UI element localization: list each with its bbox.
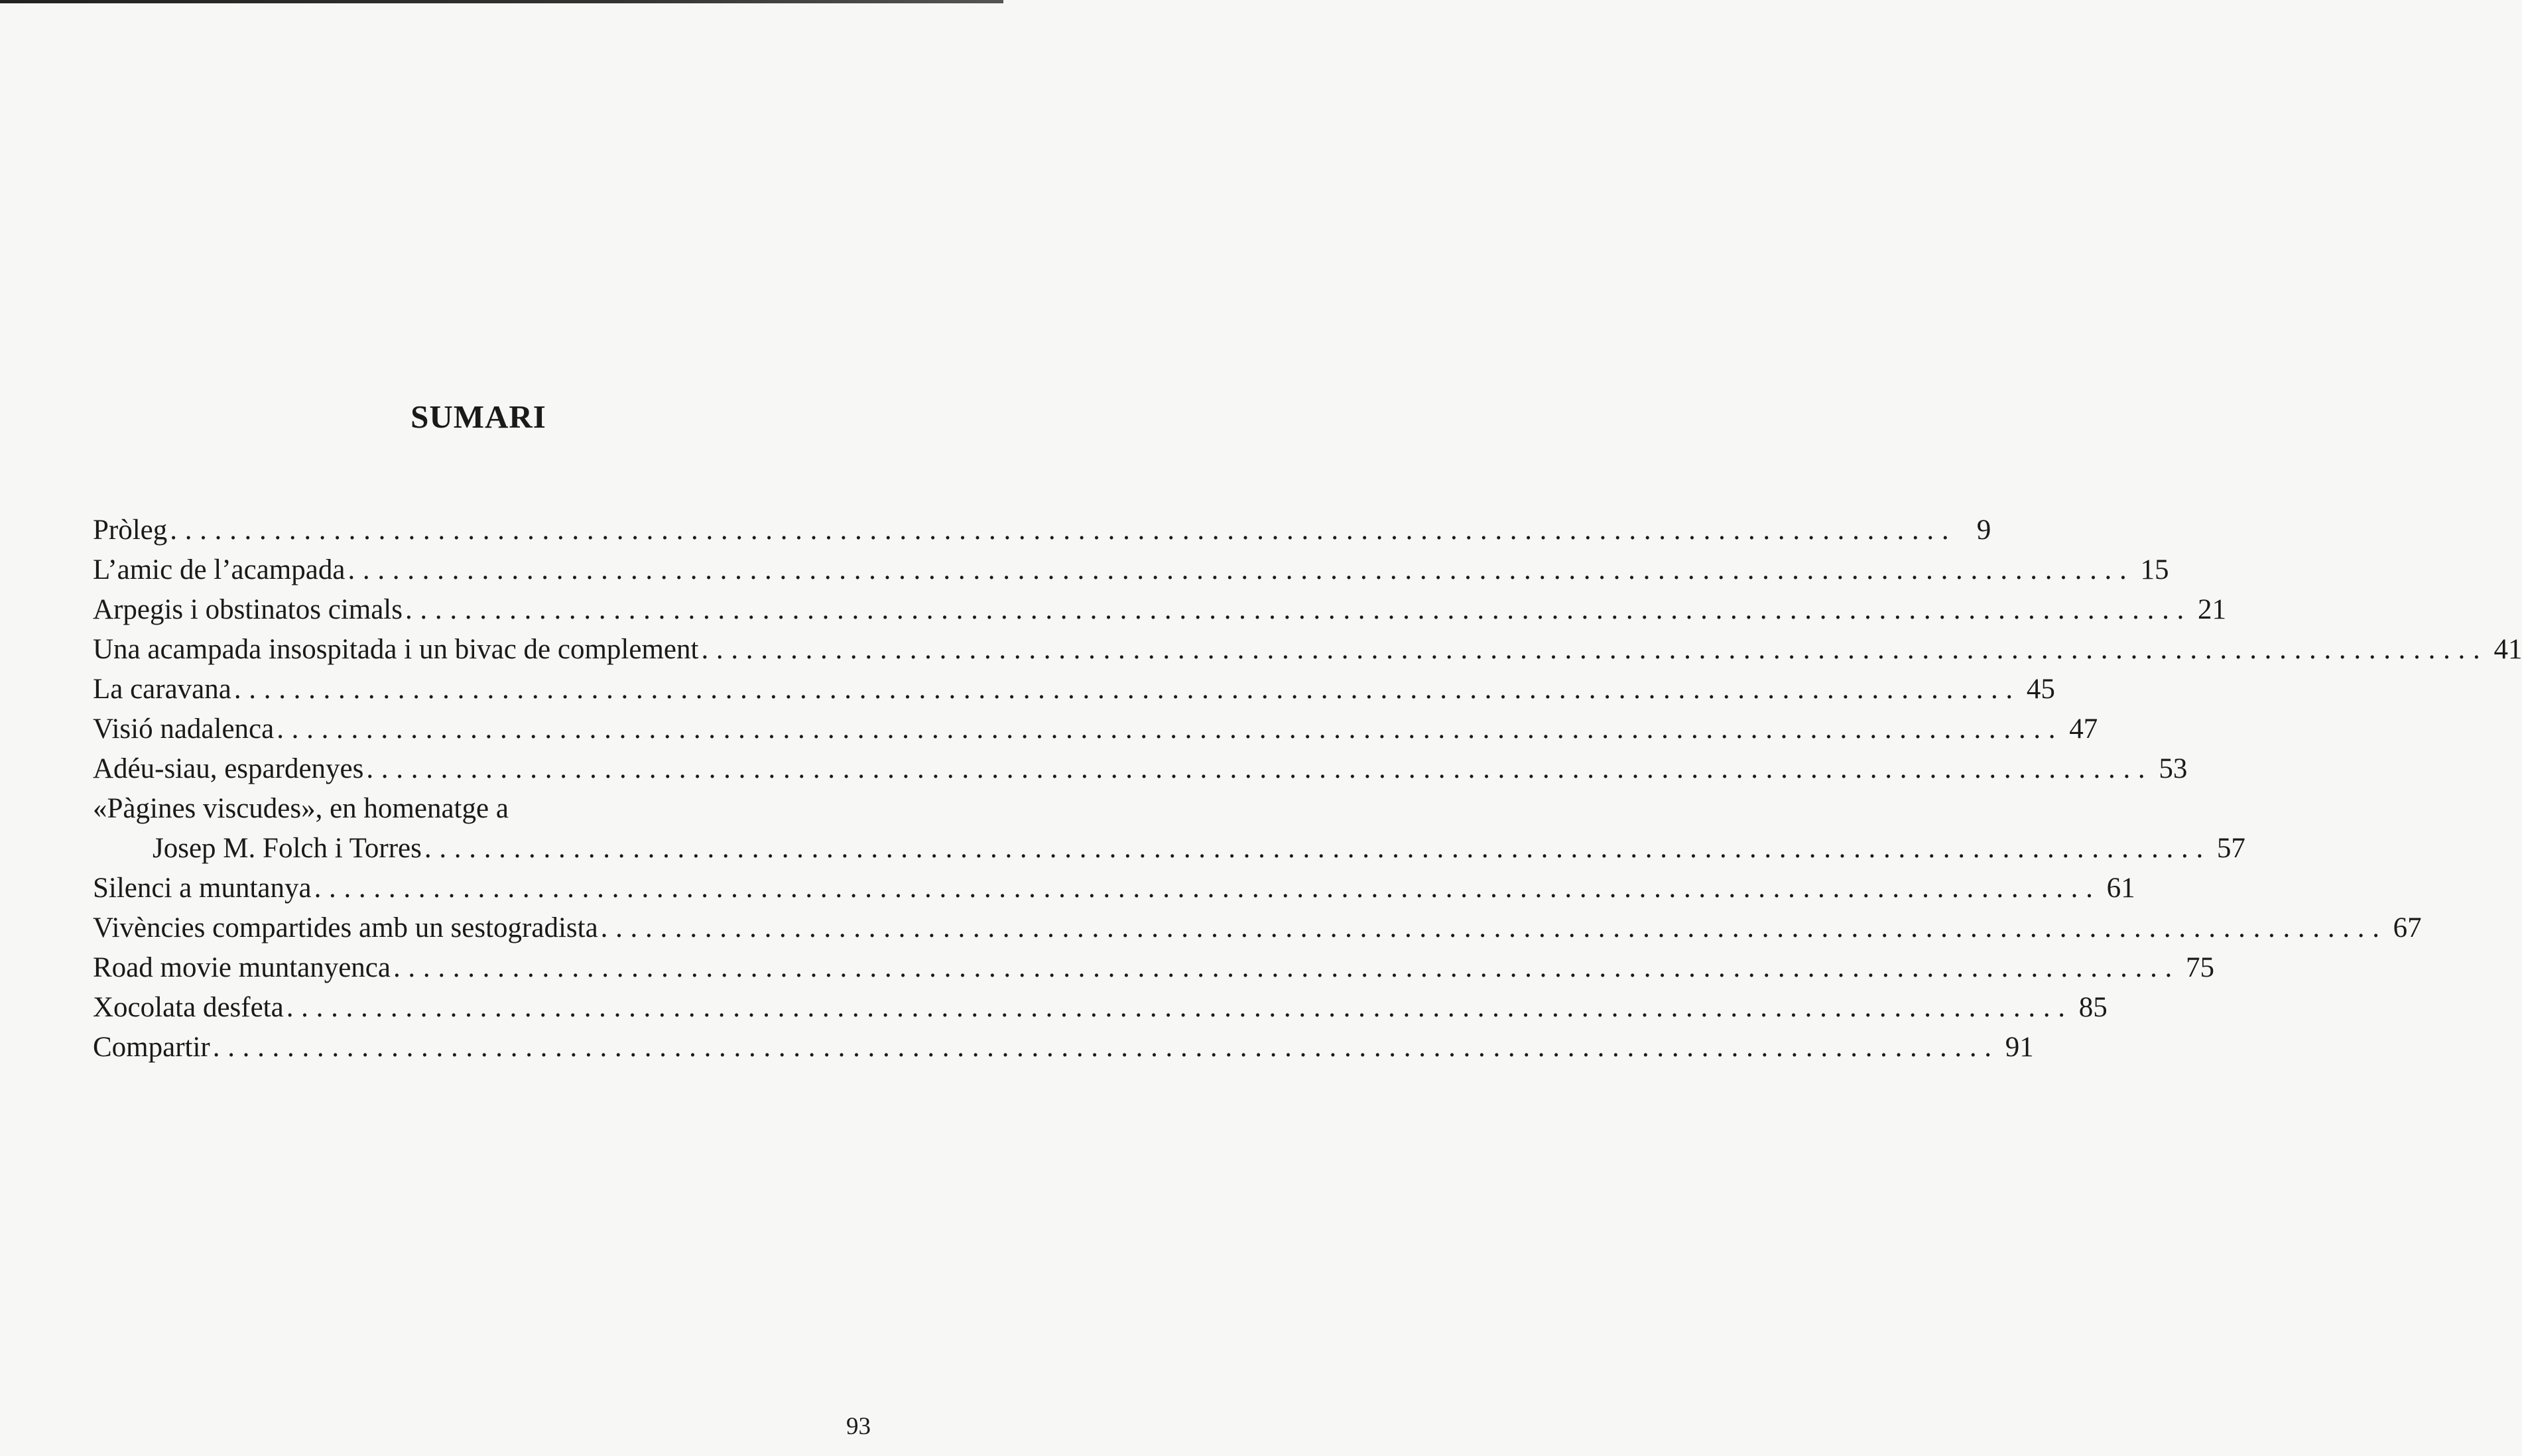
toc-entry-page: 75 xyxy=(2185,952,2214,983)
toc-entry-title: L’amic de l’acampada xyxy=(93,554,346,585)
toc-entry-page: 45 xyxy=(2026,674,2055,705)
toc-entry-title: «Pàgines viscudes», en homenatge a xyxy=(93,793,509,824)
toc-entry-title: Adéu-siau, espardenyes xyxy=(93,753,364,784)
toc-entry xyxy=(93,988,2108,1028)
toc-entry-title: Silenci a muntanya xyxy=(93,873,312,904)
toc-entry-title: Xocolata desfeta xyxy=(93,992,284,1023)
toc-entry xyxy=(93,948,2214,988)
toc-entry xyxy=(93,1028,2034,1067)
dot-leader: ........................................................................................................................ xyxy=(286,992,2073,1023)
dot-leader: ........................................................................................................................ xyxy=(393,952,2180,983)
dot-leader: ........................................................................................................................ xyxy=(314,873,2101,904)
toc-entry-page: 9 xyxy=(1976,515,1991,546)
dot-leader: ........................................................................................................................ xyxy=(233,674,2021,705)
toc-entry-page: 67 xyxy=(2393,912,2422,943)
toc-entry-title-continuation: Josep M. Folch i Torres xyxy=(153,833,422,864)
toc-entry xyxy=(93,709,2098,749)
toc-entry xyxy=(93,630,2522,670)
dot-leader: ........................................................................................................................ xyxy=(170,515,1957,546)
toc-entry xyxy=(93,511,1991,550)
toc-entry-wrapped-line xyxy=(93,789,870,829)
toc-entry-page: 85 xyxy=(2078,992,2108,1023)
toc-entry-page: 47 xyxy=(2069,713,2098,745)
toc-entry-title: Compartir xyxy=(93,1032,210,1063)
dot-leader: ........................................................................................................................ xyxy=(347,554,2135,585)
dot-leader: ........................................................................................................................ xyxy=(277,713,2064,745)
toc-entry-title: Vivències compartides amb un sestogradista xyxy=(93,912,598,943)
toc-entry-title: Visió nadalenca xyxy=(93,713,275,745)
toc-entry-title: Pròleg xyxy=(93,515,168,546)
toc-entry-page: 21 xyxy=(2197,594,2226,625)
toc-entry-page: 15 xyxy=(2140,554,2169,585)
scan-edge xyxy=(0,0,1003,3)
toc-entry-page: 41 xyxy=(2493,634,2522,665)
page-number: 93 xyxy=(846,1413,871,1440)
toc-entry-page: 61 xyxy=(2106,873,2135,904)
toc-entry-page: 91 xyxy=(2005,1032,2034,1063)
dot-leader: ........................................................................................................................ xyxy=(366,753,2153,784)
toc-entry xyxy=(93,829,2245,869)
dot-leader: ........................................................................................................................ xyxy=(701,634,2488,665)
dot-leader: ........................................................................................................................ xyxy=(405,594,2192,625)
toc-entry xyxy=(93,869,2135,908)
toc-entry xyxy=(93,670,2055,709)
dot-leader: ........................................................................................................................ xyxy=(424,833,2211,864)
toc-entry-page: 53 xyxy=(2159,753,2188,784)
toc-entry-page: 57 xyxy=(2216,833,2245,864)
dot-leader: ........................................................................................................................ xyxy=(212,1032,1999,1063)
toc-entry xyxy=(93,550,2169,590)
toc-entry-title: Una acampada insospitada i un bivac de complement xyxy=(93,634,699,665)
page-title: SUMARI xyxy=(410,398,546,435)
toc-entry-title: Arpegis i obstinatos cimals xyxy=(93,594,403,625)
toc-entry-title: La caravana xyxy=(93,674,231,705)
toc-entry xyxy=(93,908,2422,948)
dot-leader: ........................................................................................................................ xyxy=(600,912,2387,943)
toc-entry xyxy=(93,749,2188,789)
toc-entry-title: Road movie muntanyenca xyxy=(93,952,391,983)
toc-entry xyxy=(93,590,2226,630)
table-of-contents xyxy=(93,511,2522,1067)
